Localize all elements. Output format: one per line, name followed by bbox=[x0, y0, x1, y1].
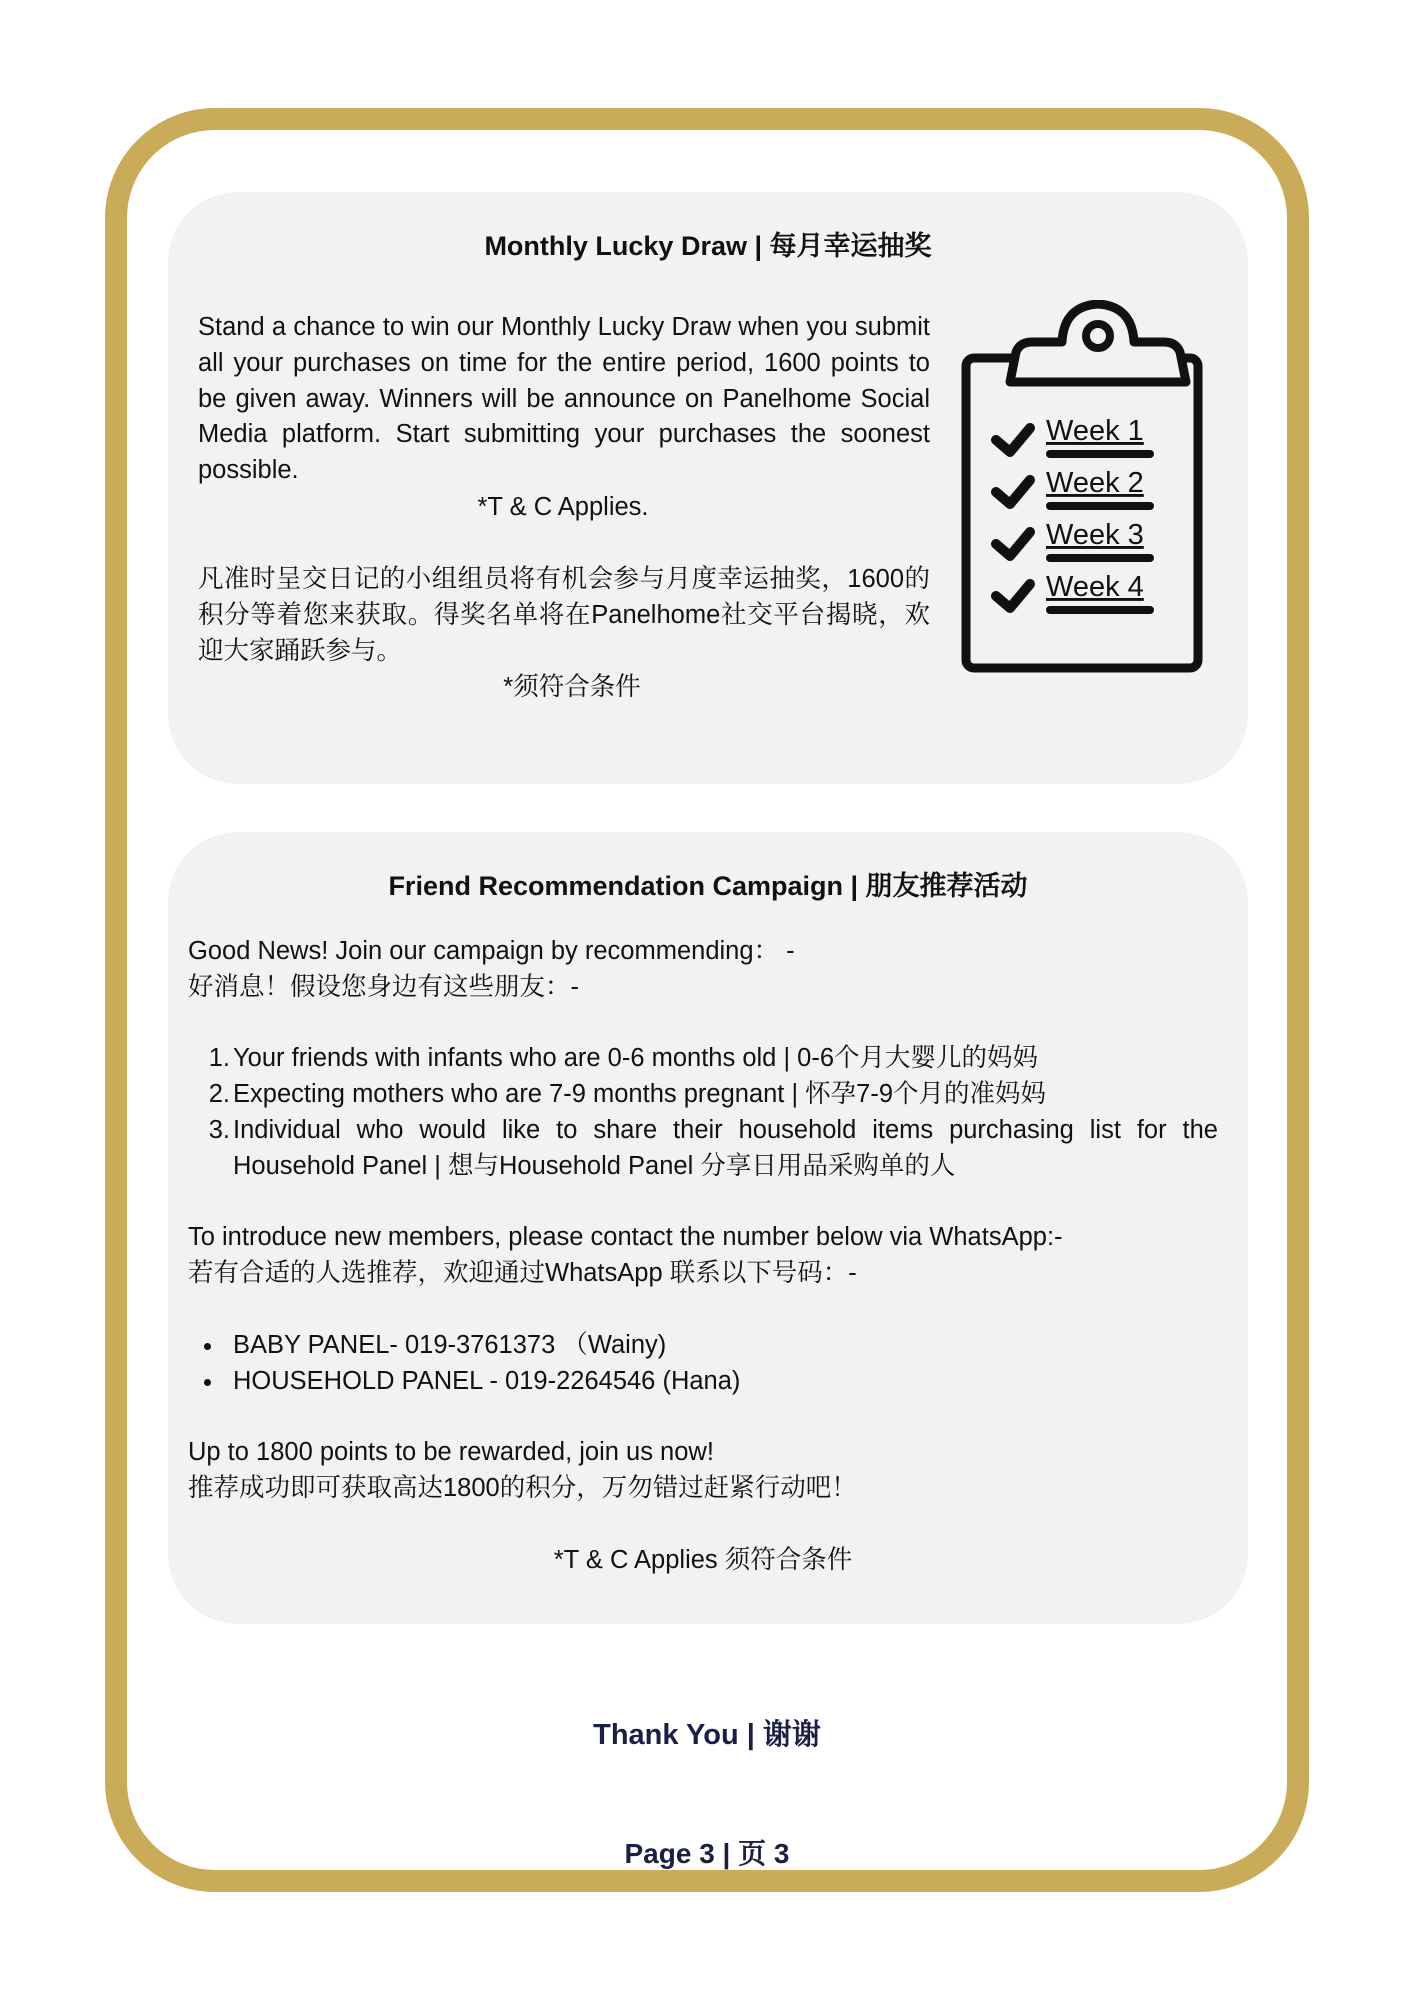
lucky-draw-paragraph-en: Stand a chance to win our Monthly Lucky Draw when you submit all your purchases on time for the entire period, 1600 points to be given away. Winners will be announce on Panelhome Social Media platform. Start submitting your purchases the soonest possible. bbox=[198, 313, 930, 485]
list-item-text: Individual who would like to share their household items purchasing list for the Household Panel | 想与Household Panel 分享日用品采购单的人 bbox=[233, 1115, 1218, 1180]
intro-en: Good News! Join our campaign by recommending： - bbox=[188, 937, 795, 965]
list-item-text: Expecting mothers who are 7-9 months pregnant | 怀孕7-9个月的准妈妈 bbox=[233, 1080, 1047, 1109]
checklist-bar bbox=[1046, 502, 1154, 510]
list-number: 1. bbox=[208, 1044, 230, 1073]
thank-you-text: Thank You | 谢谢 bbox=[593, 1719, 821, 1751]
lucky-draw-title: Monthly Lucky Draw | 每月幸运抽奖 bbox=[484, 231, 932, 261]
lucky-draw-card bbox=[168, 192, 1248, 784]
lucky-draw-tc-en: *T & C Applies. bbox=[477, 493, 649, 521]
lucky-draw-tc-zh: *须符合条件 bbox=[503, 673, 641, 701]
list-item bbox=[188, 1364, 1218, 1400]
bullet-icon bbox=[204, 1379, 211, 1386]
list-item-text: Your friends with infants who are 0-6 months old | 0-6个月大婴儿的妈妈 bbox=[233, 1044, 1039, 1073]
list-item bbox=[188, 1077, 1218, 1113]
reward-en: Up to 1800 points to be rewarded, join us now! bbox=[188, 1438, 714, 1467]
contact-intro-en: To introduce new members, please contact the number below via WhatsApp:- bbox=[188, 1223, 1063, 1252]
page-number: Page 3 | 页 3 bbox=[624, 1838, 790, 1869]
criteria-list bbox=[188, 1041, 1218, 1184]
checklist-bar bbox=[1046, 450, 1154, 458]
lucky-draw-paragraph-zh: 凡准时呈交日记的小组组员将有机会参与月度幸运抽奖，1600的积分等着您来获取。得奖名单将在Panelhome社交平台揭晓，欢迎大家踊跃参与。 bbox=[198, 565, 930, 665]
checklist-item-label: Week 4 bbox=[1046, 571, 1144, 603]
contact-household-panel: HOUSEHOLD PANEL - 019-2264546 (Hana) bbox=[233, 1366, 741, 1395]
check-icon bbox=[996, 480, 1030, 504]
list-item bbox=[188, 1113, 1218, 1185]
list-number: 3. bbox=[208, 1115, 230, 1144]
friend-campaign-tc: *T & C Applies 须符合条件 bbox=[553, 1545, 853, 1574]
contact-list bbox=[188, 1328, 1218, 1400]
checklist-bar bbox=[1046, 606, 1154, 614]
intro-zh: 好消息！假设您身边有这些朋友：- bbox=[188, 972, 579, 1001]
reward-zh: 推荐成功即可获取高达1800的积分，万勿错过赶紧行动吧！ bbox=[188, 1473, 857, 1502]
check-icon bbox=[996, 584, 1030, 608]
clipboard-checklist-icon bbox=[958, 300, 1218, 680]
clipboard-board bbox=[966, 358, 1198, 668]
checklist-item-label: Week 2 bbox=[1046, 467, 1144, 499]
check-icon bbox=[996, 532, 1030, 556]
friend-campaign-card bbox=[168, 832, 1248, 1624]
contact-intro-zh: 若有合适的人选推荐，欢迎通过WhatsApp 联系以下号码：- bbox=[188, 1259, 857, 1288]
contact-baby-panel: BABY PANEL- 019-3761373 （Wainy) bbox=[233, 1330, 667, 1359]
list-item bbox=[188, 1041, 1218, 1077]
check-icon bbox=[996, 428, 1030, 452]
list-number: 2. bbox=[208, 1080, 230, 1109]
friend-campaign-title: Friend Recommendation Campaign | 朋友推荐活动 bbox=[388, 871, 1028, 901]
checklist-item-label: Week 1 bbox=[1046, 415, 1144, 447]
checklist-bar bbox=[1046, 554, 1154, 562]
friend-campaign-content bbox=[188, 934, 1218, 1578]
clipboard-clip bbox=[1010, 304, 1186, 382]
checklist-item-label: Week 3 bbox=[1046, 519, 1144, 551]
list-item bbox=[188, 1328, 1218, 1364]
bullet-icon bbox=[204, 1343, 211, 1350]
